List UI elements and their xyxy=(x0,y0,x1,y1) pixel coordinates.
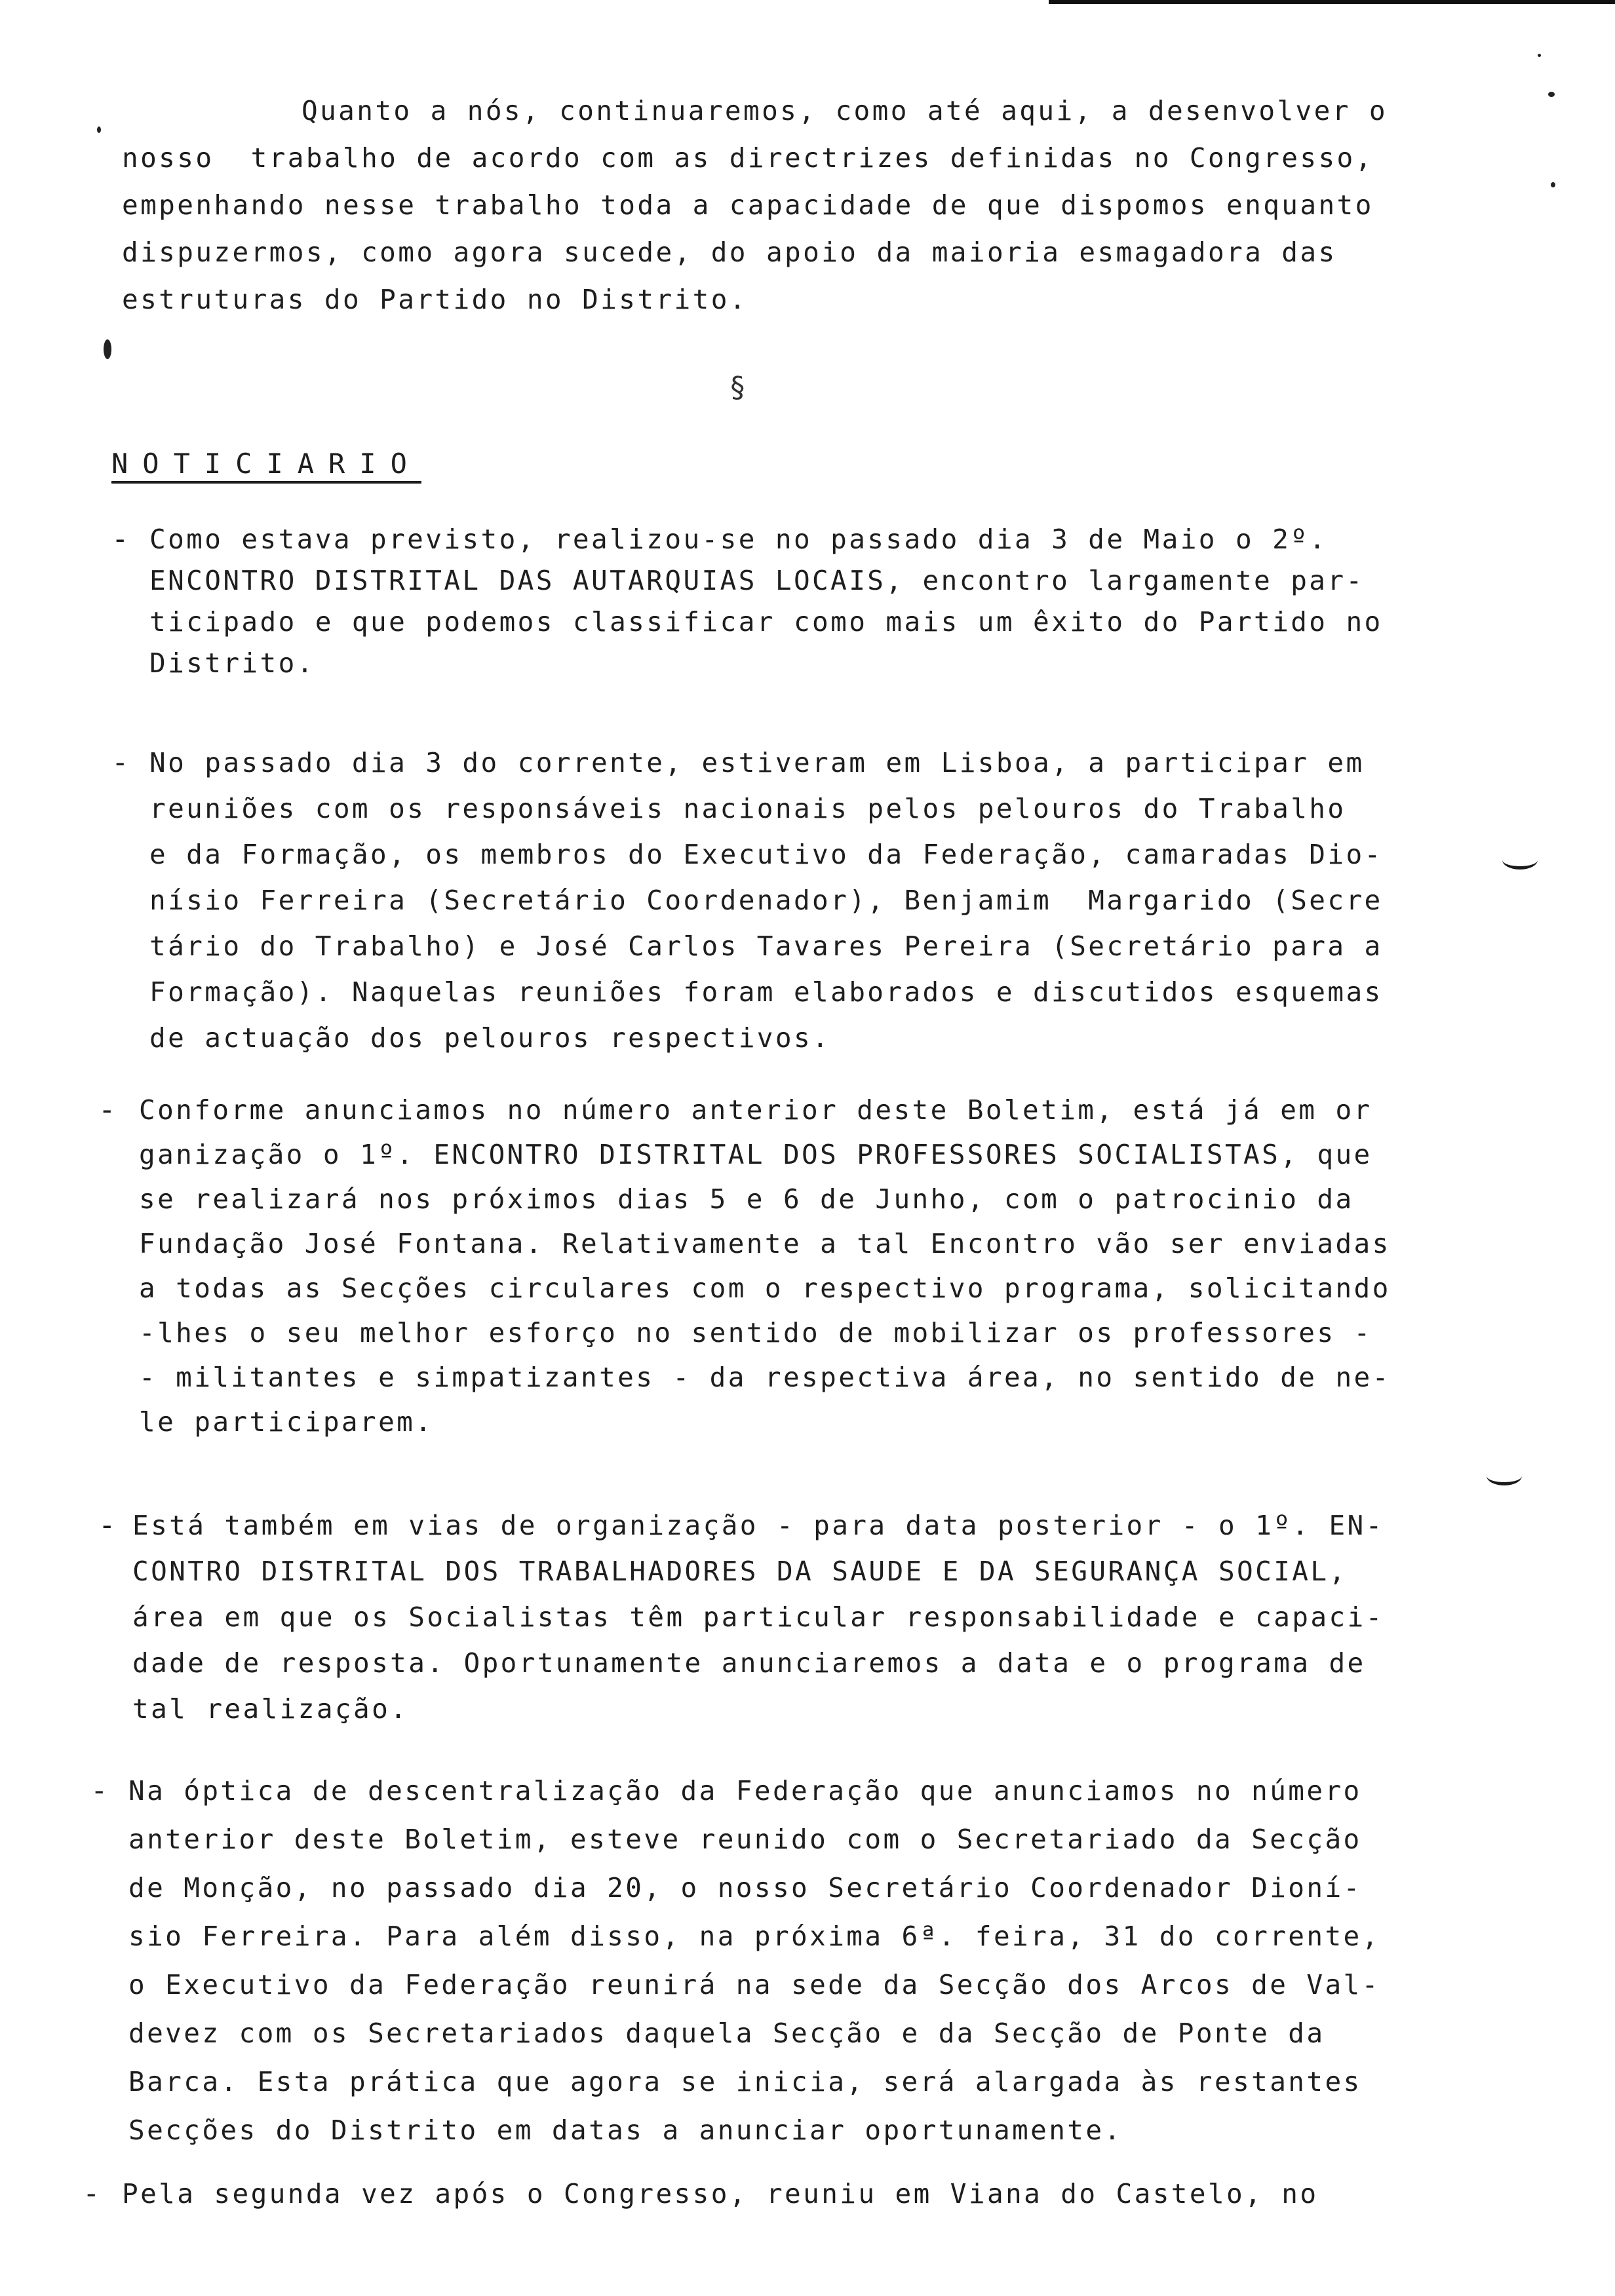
scan-speck xyxy=(97,126,101,133)
text-line: Quanto a nós, continuaremos, como até aqui, a desenvolver o xyxy=(302,95,1388,126)
text-line: Formação). Naquelas reuniões foram elaborados e discutidos esquemas xyxy=(149,976,1383,1008)
text-line: reuniões com os responsáveis nacionais pelos pelouros do Trabalho xyxy=(149,793,1346,824)
text-line: le participarem. xyxy=(139,1406,434,1438)
text-line: Fundação José Fontana. Relativamente a tal Encontro vão ser enviadas xyxy=(139,1228,1391,1259)
text-line: Barca. Esta prática que agora se inicia, será alargada às restantes xyxy=(128,2066,1362,2097)
text-line: tário do Trabalho) e José Carlos Tavares Pereira (Secretário para a xyxy=(149,930,1383,962)
text-line: nísio Ferreira (Secretário Coordenador), Benjamim Margarido (Secre xyxy=(149,885,1383,916)
text-line: e da Formação, os membros do Executivo da Federação, camaradas Dio- xyxy=(149,839,1383,870)
text-line: se realizará nos próximos dias 5 e 6 de Junho, com o patrocinio da xyxy=(139,1183,1354,1215)
text-line: Como estava previsto, realizou-se no passado dia 3 de Maio o 2º. xyxy=(149,524,1328,555)
scan-mark xyxy=(1487,1466,1522,1485)
text-line: ticipado e que podemos classificar como mais um êxito do Partido no xyxy=(149,606,1383,638)
bullet-dash: - xyxy=(98,1508,116,1542)
bullet-dash: - xyxy=(90,1774,108,1807)
text-line: Na óptica de descentralização da Federação que anunciamos no número xyxy=(128,1775,1362,1807)
scan-speck xyxy=(1538,54,1541,57)
scan-speck xyxy=(104,339,111,359)
text-line: ENCONTRO DISTRITAL DAS AUTARQUIAS LOCAIS, encontro largamente par- xyxy=(149,565,1365,596)
text-line: No passado dia 3 do corrente, estiveram em Lisboa, a participar em xyxy=(149,747,1365,778)
text-line: -lhes o seu melhor esforço no sentido de mobilizar os professores - xyxy=(139,1317,1372,1349)
text-line: devez com os Secretariados daquela Secção e da Secção de Ponte da xyxy=(128,2018,1325,2049)
text-line: de actuação dos pelouros respectivos. xyxy=(149,1022,831,1054)
text-line: Conforme anunciamos no número anterior deste Boletim, está já em or xyxy=(139,1094,1372,1126)
text-line: dade de resposta. Oportunamente anunciaremos a data e o programa de xyxy=(132,1647,1366,1679)
text-line: Secções do Distrito em datas a anunciar oportunamente. xyxy=(128,2114,1123,2146)
text-line: tal realização. xyxy=(132,1693,409,1725)
text-line: Está também em vias de organização - para data posterior - o 1º. EN- xyxy=(132,1510,1384,1541)
text-line: de Monção, no passado dia 20, o nosso Secretário Coordenador Dioní- xyxy=(128,1872,1362,1904)
text-line: empenhando nesse trabalho toda a capacidade de que dispomos enquanto xyxy=(122,189,1374,221)
top-rule xyxy=(1049,0,1615,4)
text-line: dispuzermos, como agora sucede, do apoio da maioria esmagadora das xyxy=(122,237,1337,268)
section-mark: § xyxy=(729,371,747,404)
text-line: o Executivo da Federação reunirá na sede da Secção dos Arcos de Val- xyxy=(128,1969,1380,2000)
scan-mark xyxy=(1502,851,1538,870)
text-line: ganização o 1º. ENCONTRO DISTRITAL DOS PROFESSORES SOCIALISTAS, que xyxy=(139,1139,1372,1170)
text-line: nosso trabalho de acordo com as directrizes definidas no Congresso, xyxy=(122,142,1374,174)
text-line: CONTRO DISTRITAL DOS TRABALHADORES DA SAUDE E DA SEGURANÇA SOCIAL, xyxy=(132,1556,1348,1587)
text-line: - militantes e simpatizantes - da respectiva área, no sentido de ne- xyxy=(139,1362,1391,1393)
section-heading: NOTICIARIO xyxy=(111,448,421,480)
text-line: estruturas do Partido no Distrito. xyxy=(122,284,748,315)
text-line: Distrito. xyxy=(149,647,315,679)
text-line: a todas as Secções circulares com o respectivo programa, solicitando xyxy=(139,1272,1391,1304)
bullet-dash: - xyxy=(83,2177,100,2210)
scan-speck xyxy=(1551,182,1555,187)
bullet-dash: - xyxy=(98,1093,116,1126)
scan-speck xyxy=(1548,92,1555,97)
text-line: anterior deste Boletim, esteve reunido com o Secretariado da Secção xyxy=(128,1824,1362,1855)
text-line: área em que os Socialistas têm particular responsabilidade e capaci- xyxy=(132,1601,1384,1633)
text-line: sio Ferreira. Para além disso, na próxima 6ª. feira, 31 do corrente, xyxy=(128,1921,1380,1952)
bullet-dash: - xyxy=(111,522,129,556)
text-line: Pela segunda vez após o Congresso, reuniu em Viana do Castelo, no xyxy=(122,2178,1319,2210)
bullet-dash: - xyxy=(111,746,129,779)
